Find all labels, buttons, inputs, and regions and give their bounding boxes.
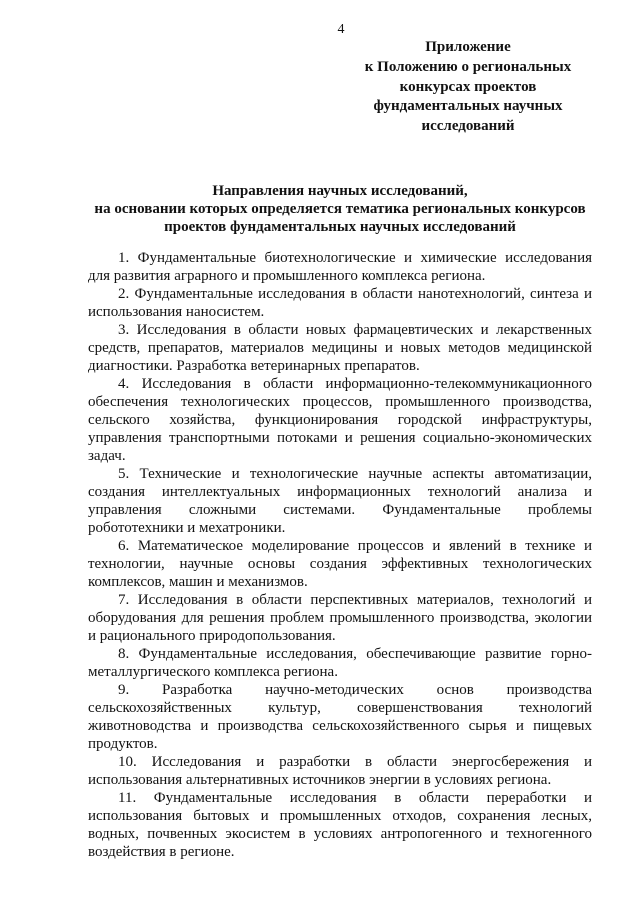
- appendix-header: [350, 38, 586, 137]
- title-line: проектов фундаментальных научных исследований: [164, 219, 516, 235]
- appendix-line: фундаментальных научных: [373, 98, 563, 115]
- list-item: 3. Исследования в области новых фармацевтических и лекарственных средств, препаратов, материалов медицины и новых методов медицинской диагностики. Разработка ветеринарных препаратов.: [88, 322, 592, 374]
- appendix-line: конкурсах проектов: [399, 78, 537, 95]
- list-item: 4. Исследования в области информационно-телекоммуникационного обеспечения технологических процессов, промышленного производства, сельского хозяйства, функционирования городской инфраструктуры, управления транспортными потоками и решения социально-экономических задач.: [88, 376, 592, 464]
- document-title: [60, 182, 620, 236]
- list-item: 10. Исследования и разработки в области энергосбережения и использования альтернативных источников энергии в условиях региона.: [88, 754, 592, 788]
- list-item: 7. Исследования в области перспективных материалов, технологий и оборудования для решения проблем промышленного производства, экологии и рационального природопользования.: [88, 592, 592, 644]
- list-item: 5. Технические и технологические научные аспекты автоматизации, создания интеллектуальных информационных технологий анализа и управления сложными системами. Фундаментальные проблемы робототехники и мехатроники.: [88, 466, 592, 536]
- list-item: 9. Разработка научно-методических основ производства сельскохозяйственных культур, совершенствования технологий животноводства и производства сельскохозяйственного сырья и пищевых продуктов.: [88, 682, 592, 752]
- list-item: 2. Фундаментальные исследования в области нанотехнологий, синтеза и использования наносистем.: [88, 286, 592, 320]
- list-item: 11. Фундаментальные исследования в области переработки и использования бытовых и промышленных отходов, сохранения лесных, водных, почвенных экосистем в условиях антропогенного и техногенного воздействия в регионе.: [88, 790, 592, 860]
- list-item: 6. Математическое моделирование процессов и явлений в технике и технологии, научные основы создания эффективных технологических комплексов, машин и механизмов.: [88, 538, 592, 590]
- list-item: 1. Фундаментальные биотехнологические и химические исследования для развития аграрного и промышленного комплекса региона.: [88, 250, 592, 284]
- page-number: 4: [337, 22, 345, 37]
- title-line: Направления научных исследований,: [212, 183, 468, 199]
- appendix-line: исследований: [421, 118, 515, 135]
- appendix-line: к Положению о региональных: [364, 58, 572, 75]
- research-directions-list: [88, 249, 592, 861]
- title-line: на основании которых определяется тематика региональных конкурсов: [94, 201, 586, 217]
- appendix-line: Приложение: [425, 39, 511, 55]
- list-item: 8. Фундаментальные исследования, обеспечивающие развитие горно-металлургического комплекса региона.: [88, 646, 592, 680]
